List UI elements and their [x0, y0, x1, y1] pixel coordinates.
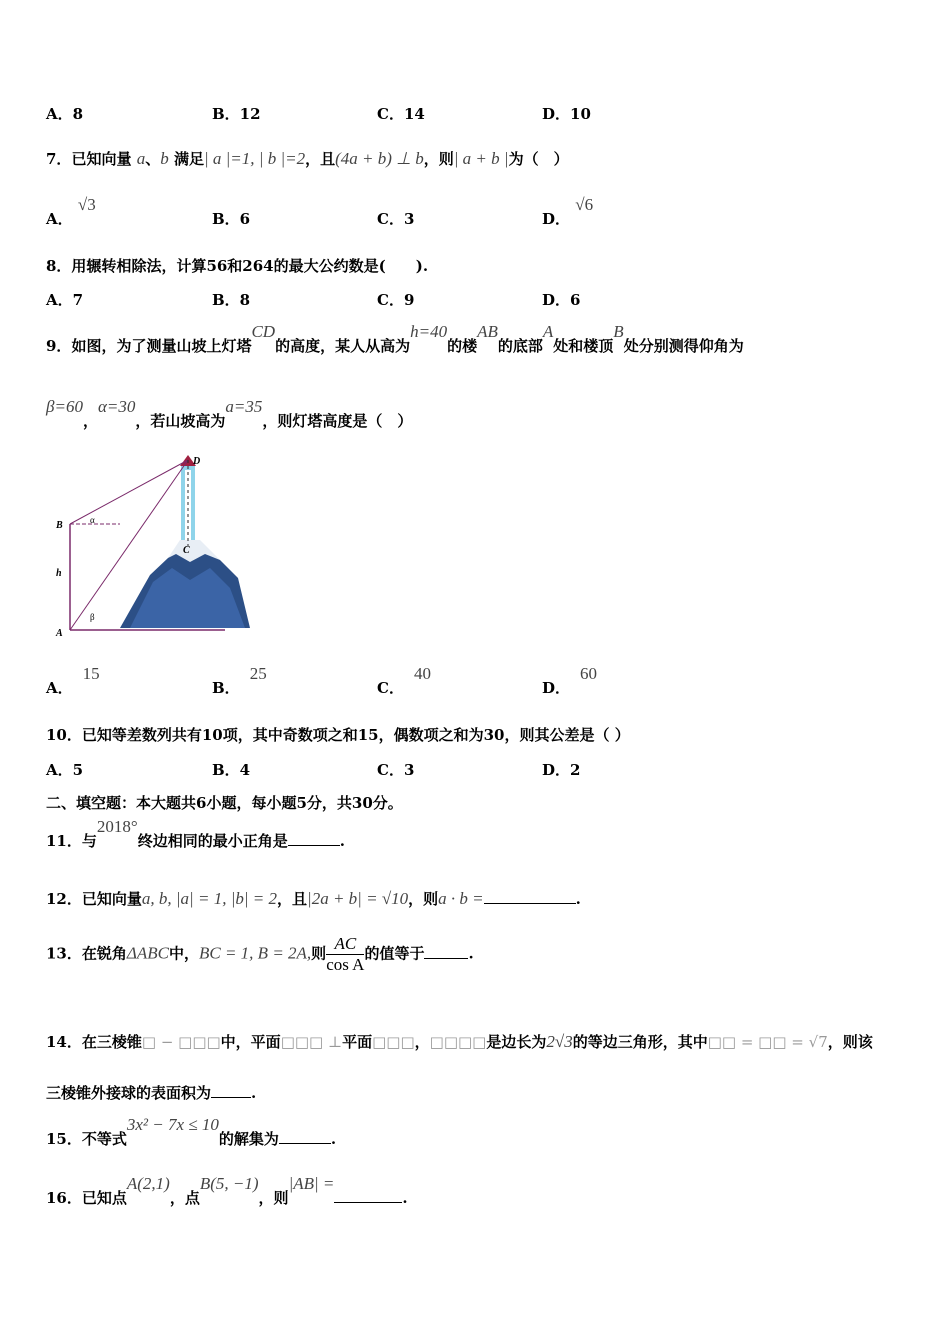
q8-option-c: C．9 [377, 291, 415, 309]
q9-option-d [542, 664, 598, 698]
q9-height: h=40 [410, 322, 448, 341]
q9-ab: AB [477, 322, 498, 341]
q9-option-a-label: A． [46, 679, 73, 697]
q14-text: 三棱锥外接球的表面积为 [46, 1084, 212, 1102]
q6-option-d: D．10 [542, 105, 591, 123]
q7-text: 、 [145, 150, 161, 168]
q9-option-a [46, 664, 100, 698]
q10-option-a: A．5 [46, 761, 84, 779]
q13-fraction [326, 934, 364, 975]
q14-answer-blank[interactable] [211, 1083, 251, 1098]
q9-point-b: B [613, 322, 624, 341]
q9-alpha: α=30 [97, 397, 136, 416]
q7-option-a [46, 195, 96, 229]
q6-option-b: B．12 [212, 105, 261, 123]
q11-text: 11．与 [46, 832, 97, 850]
q16-answer-blank[interactable] [334, 1188, 402, 1203]
q9-number: 9． [46, 337, 72, 355]
section-2-heading: 二、填空题：本大题共6小题，每小题5分，共30分。 [46, 794, 403, 812]
q7-text: ，则 [423, 150, 454, 168]
q10-option-b: B．4 [212, 761, 251, 779]
q7-text: ，且 [305, 150, 336, 168]
q9-option-b-label: B． [212, 679, 240, 697]
q7-option-d [542, 195, 594, 229]
q9-text: 的楼 [447, 337, 478, 355]
q9-slope-height: a=35 [225, 397, 263, 416]
q13-triangle: ΔABC [126, 943, 169, 963]
lighthouse-figure [50, 450, 260, 645]
q14-text: ，则该 [827, 1033, 873, 1051]
q16-text: ，点 [169, 1189, 200, 1207]
question-15 [46, 1115, 337, 1149]
q9-beta: β=60 [46, 397, 83, 416]
question-14-line-2 [46, 1082, 256, 1103]
q12-answer-blank[interactable] [484, 889, 576, 904]
label-alpha: α [90, 515, 95, 525]
q14-math-5: □□ = □□ = √7 [707, 1033, 828, 1051]
label-c: C [183, 545, 190, 556]
q7-magnitude: | a + b | [453, 149, 509, 168]
q9-option-c [377, 664, 431, 698]
q16-distance: |AB| = [288, 1174, 335, 1193]
q13-denominator: cos A [326, 955, 365, 974]
question-12 [46, 888, 581, 909]
q7-text: 为（ ） [508, 150, 569, 168]
q9-text: 的高度，某人从高为 [275, 337, 411, 355]
q13-text: 则 [311, 944, 327, 963]
q7-vector-a: a [136, 149, 146, 168]
q14-text: 14．在三棱锥 [46, 1033, 142, 1051]
q12-text: . [575, 890, 581, 908]
q14-math-1: □ − □□□ [141, 1033, 221, 1051]
label-beta: β [90, 612, 95, 622]
question-9-line-2 [46, 397, 413, 431]
q7-text: 已知向量 [71, 150, 132, 168]
q16-text: 16．已知点 [46, 1189, 127, 1207]
q7-option-c: C．3 [377, 210, 415, 228]
q13-text: 13．在锐角 [46, 944, 127, 963]
q14-side-length: 2√3 [546, 1032, 573, 1051]
question-7 [46, 148, 569, 169]
q13-text: 中， [168, 944, 199, 963]
q16-text: ，则 [258, 1189, 289, 1207]
q16-text: . [402, 1189, 408, 1207]
question-8: 8．用辗转相除法，计算56和264的最大公约数是( ). [46, 257, 429, 275]
q16-point-b: B(5, −1) [199, 1174, 259, 1193]
q9-option-d-value: 60 [580, 664, 598, 683]
q14-text: ， [414, 1033, 430, 1051]
question-16 [46, 1174, 408, 1208]
q15-answer-blank[interactable] [279, 1129, 331, 1144]
q9-text: 处分别测得仰角为 [623, 337, 744, 355]
question-9-line-1 [46, 322, 744, 356]
q7-option-a-value: √3 [77, 195, 96, 214]
q9-text: ，则灯塔高度是（ ） [262, 412, 413, 430]
q9-text: 的底部 [497, 337, 543, 355]
q11-text: 终边相同的最小正角是 [137, 832, 288, 850]
q16-point-a: A(2,1) [126, 1174, 170, 1193]
q9-option-d-label: D． [542, 679, 571, 697]
question-13 [46, 934, 474, 975]
q13-text: . [468, 944, 474, 963]
q7-perpendicular: (4a + b) ⊥ b [335, 149, 424, 168]
q9-option-b-value: 25 [249, 664, 267, 683]
q14-math-2: □□□ ⊥ [280, 1033, 343, 1051]
q12-equation: |2a + b| = √10 [307, 889, 409, 908]
q14-text: 平面 [342, 1033, 373, 1051]
q10-option-c: C．3 [377, 761, 415, 779]
q11-text: . [339, 832, 345, 850]
q14-math-4: □□□□ [429, 1033, 487, 1051]
q12-text: ，且 [277, 890, 308, 908]
q9-point-a: A [542, 322, 554, 341]
label-h: h [56, 568, 62, 579]
label-a: A [56, 628, 63, 639]
q10-option-d: D．2 [542, 761, 581, 779]
q12-text: 12．已知向量 [46, 890, 142, 908]
q9-text: 处和楼顶 [553, 337, 614, 355]
q15-text: 的解集为 [218, 1130, 279, 1148]
q7-vector-b: b [160, 149, 169, 168]
q12-dot-product: a · b = [438, 889, 484, 908]
q7-number: 7． [46, 150, 72, 168]
q14-text: 是边长为 [486, 1033, 547, 1051]
q12-condition: a, b, |a| = 1, |b| = 2 [141, 889, 278, 908]
q9-text: 如图，为了测量山坡上灯塔 [71, 337, 252, 355]
sight-line-b-to-d [70, 460, 188, 524]
q6-option-c: C．14 [377, 105, 425, 123]
question-14-line-1 [46, 1031, 873, 1052]
q9-text: ， [82, 412, 98, 430]
q9-option-a-value: 15 [82, 664, 100, 683]
q15-text: . [330, 1130, 337, 1148]
q13-numerator: AC [326, 934, 364, 955]
question-10: 10．已知等差数列共有10项，其中奇数项之和15，偶数项之和为30，则其公差是（ ） [46, 726, 630, 744]
q9-option-c-value: 40 [413, 664, 431, 683]
q9-text: ，若山坡高为 [135, 412, 226, 430]
q7-option-d-value: √6 [575, 195, 594, 214]
q8-option-a: A．7 [46, 291, 84, 309]
q8-option-d: D．6 [542, 291, 581, 309]
q7-option-b: B．6 [212, 210, 251, 228]
q15-inequality: 3x² − 7x ≤ 10 [126, 1115, 219, 1134]
q14-text: 中，平面 [220, 1033, 281, 1051]
q9-cd: CD [251, 322, 276, 341]
q13-condition: BC = 1, B = 2A, [198, 943, 312, 963]
q6-option-a: A．8 [46, 105, 84, 123]
q14-math-3: □□□ [372, 1033, 415, 1051]
label-d: D [193, 456, 201, 467]
label-b: B [56, 520, 63, 531]
q7-option-d-label: D． [542, 210, 571, 228]
q7-text: 满足 [173, 150, 204, 168]
q12-text: ，则 [408, 890, 439, 908]
q9-option-b [212, 664, 267, 698]
q9-option-c-label: C． [377, 679, 404, 697]
q13-answer-blank[interactable] [424, 944, 468, 959]
q11-angle: 2018° [96, 817, 138, 836]
question-11 [46, 817, 345, 851]
q8-option-b: B．8 [212, 291, 251, 309]
q14-text: 的等边三角形，其中 [572, 1033, 708, 1051]
q7-condition: | a |=1, | b |=2 [203, 149, 306, 168]
q14-text: . [251, 1084, 257, 1102]
q11-answer-blank[interactable] [288, 831, 340, 846]
q15-text: 15．不等式 [46, 1130, 127, 1148]
q13-text: 的值等于 [364, 944, 425, 963]
q7-option-a-label: A． [46, 210, 73, 228]
